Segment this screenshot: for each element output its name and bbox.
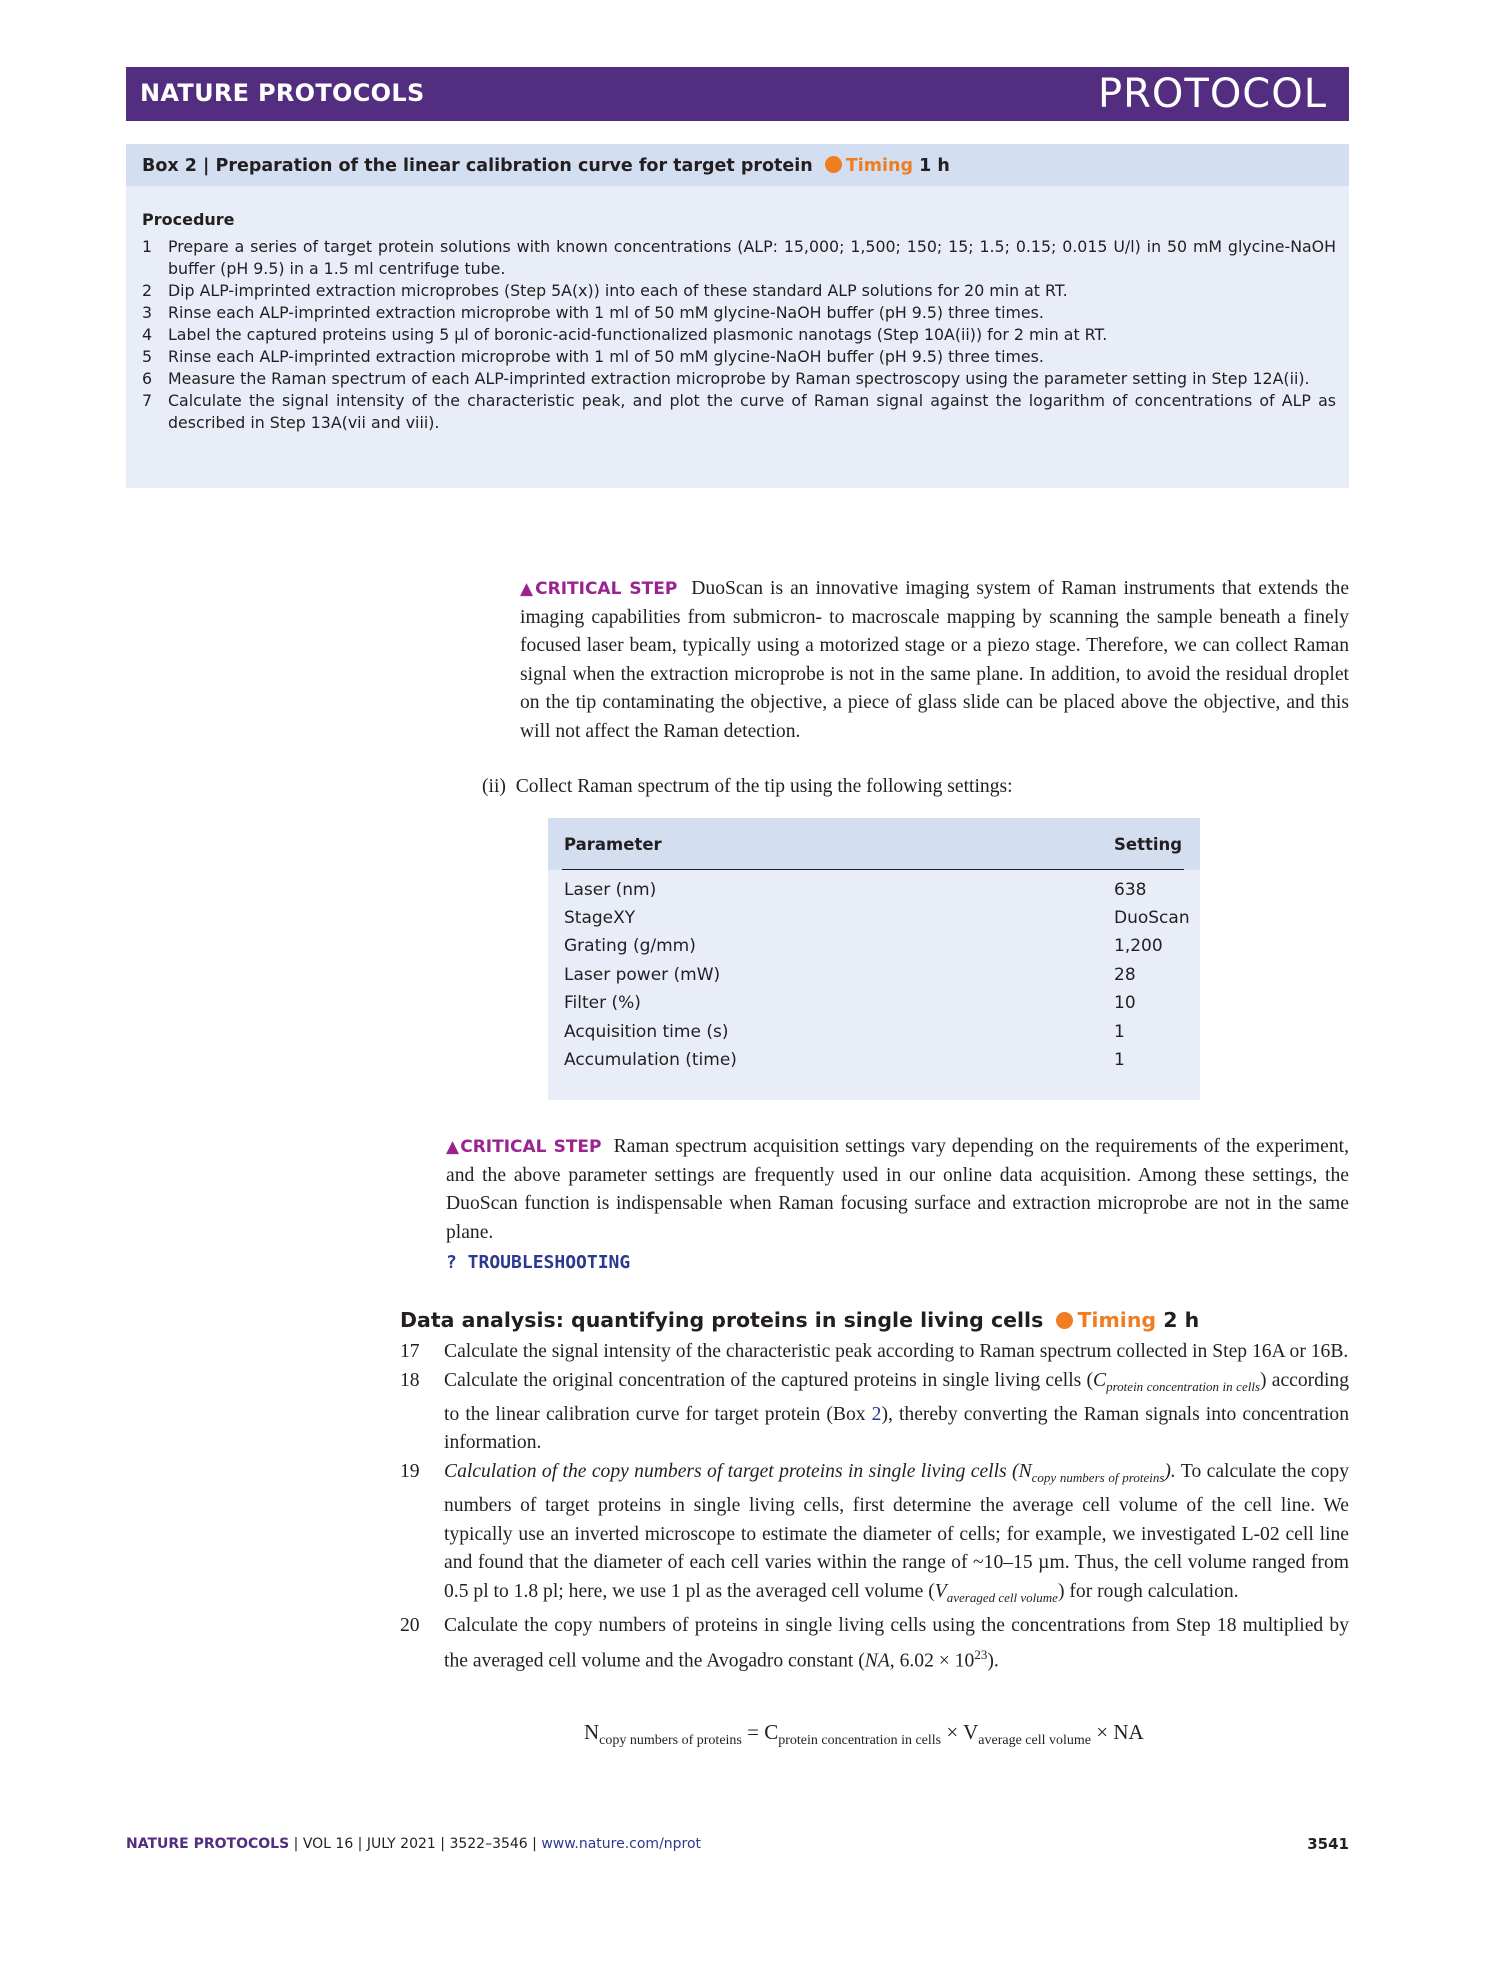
timing-dot-icon — [825, 156, 842, 173]
copy-number-equation: $N_{copy numbers of proteins} = C_{protein concentration in cells} \times V_{average cell volume}$ × NA — [584, 1720, 1144, 1749]
table-row: Laser (nm) 638 — [564, 880, 1147, 900]
warning-triangle-icon: ▲ — [520, 579, 536, 599]
box-2-calibration-curve — [126, 144, 1349, 488]
table-row: Acquisition time (s) 1 — [564, 1022, 1125, 1042]
article-type: PROTOCOL — [1097, 71, 1327, 117]
list-item: 5 Rinse each ALP-imprinted extraction microprobe with 1 ml of 50 mM glycine-NaOH buffer (pH 9.5) three times. — [142, 347, 1044, 366]
step-17: 17 Calculate the signal intensity of the characteristic peak according to Raman spectrum collected in Step 16A or 16B. — [400, 1341, 1349, 1362]
table-row: Accumulation (time) 1 — [564, 1050, 1125, 1070]
table-row: Filter (%) 10 — [564, 993, 1136, 1013]
box-title — [142, 156, 950, 176]
step-20: 20 Calculate the copy numbers of proteins in single living cells using the concentrations from Step 18 multiplied by the averaged cell volume and the Avogadro constant (NA, $6.02 \times 10^{23}$). — [400, 1615, 1349, 1672]
substep-number: (ii) — [482, 776, 506, 797]
section-timing-value: 2 h — [1163, 1308, 1200, 1332]
box-procedure-list — [142, 236, 1336, 434]
box-2-link[interactable]: 2 — [871, 1403, 882, 1425]
journal-header-bar — [126, 67, 1349, 121]
troubleshooting-link[interactable]: ? TROUBLESHOOTING — [446, 1252, 631, 1273]
critical-step-label: ▲CRITICAL STEP — [520, 579, 678, 599]
list-item: 6 Measure the Raman spectrum of each ALP-imprinted extraction microprobe by Raman spectroscopy using the parameter setting in Step 12A(ii). — [142, 369, 1310, 388]
data-analysis-steps — [400, 1338, 1349, 1676]
table-row: StageXY DuoScan — [564, 908, 1190, 928]
page-number: 3541 — [1307, 1835, 1349, 1853]
list-item: 7 Calculate the signal intensity of the characteristic peak, and plot the curve of Raman signal against the logarithm of concentrations of ALP as described in Step 13A(vii and viii). — [142, 391, 1336, 432]
section-title: Data analysis: quantifying proteins in single living cells — [400, 1308, 1044, 1332]
table-row: Grating (g/mm) 1,200 — [564, 936, 1163, 956]
step-19: 19 Calculation of the copy numbers of target proteins in single living cells $(N_{copy numbers of proteins})$. To calculate the copy numbers of target proteins in single living cells, first determine the average cell volume of the cell line. We typically use an inverted microscope to estimate the diameter of cells; for example, we investigated L-02 cell line and found that the diameter of each cell varies within the range of ~10–15 µm. Thus, the cell volume ranged from 0.5 pl to 1.8 pl; here, we use 1 pl as the averaged cell volume $(V_{averaged cell volume})$ for rough calculation. — [400, 1460, 1349, 1605]
column-header-setting: Setting — [1114, 835, 1183, 854]
table-header-rule — [562, 869, 1184, 870]
footer-date: JULY 2021 — [366, 1836, 436, 1852]
box-timing-value: 1 h — [919, 156, 950, 176]
section-heading — [400, 1308, 1199, 1332]
section-timing-label: Timing — [1077, 1308, 1157, 1332]
critical-step-text: DuoScan is an innovative imaging system of Raman instruments that extends the imaging capabilities from submicron- to macroscale mapping by scanning the sample beneath a finely focused laser beam, typically using a motorized stage or a piezo stage. Therefore, we can collect Raman signal when the extraction microprobe is not in the same plane. In addition, to avoid the residual droplet on the tip contaminating the objective, a piece of glass slide can be placed above the objective, and this will not affect the Raman detection. — [520, 578, 1350, 742]
footer-pages: 3522–3546 — [449, 1836, 528, 1852]
journal-name: NATURE PROTOCOLS — [140, 79, 425, 107]
critical-step-duoscan — [520, 575, 1349, 746]
procedure-label: Procedure — [142, 210, 235, 229]
column-header-parameter: Parameter — [564, 835, 662, 854]
box-title-bar — [126, 144, 1349, 186]
table-header — [548, 818, 1200, 870]
timing-dot-icon — [1056, 1312, 1073, 1329]
list-item: 3 Rinse each ALP-imprinted extraction microprobe with 1 ml of 50 mM glycine-NaOH buffer (pH 9.5) three times. — [142, 303, 1044, 322]
page-footer: NATURE PROTOCOLS | VOL 16 | JULY 2021 | 3522–3546 | www.nature.com/nprot — [126, 1836, 702, 1852]
list-item: 4 Label the captured proteins using 5 µl of boronic-acid-functionalized plasmonic nanotags (Step 10A(ii)) for 2 min at RT. — [142, 325, 1108, 344]
table-row: Laser power (mW) 28 — [564, 965, 1136, 985]
footer-volume: VOL 16 — [302, 1836, 354, 1852]
list-item: 1 Prepare a series of target protein solutions with known concentrations (ALP: 15,000; 1,500; 150; 15; 1.5; 0.15; 0.015 U/l) in 50 mM glycine-NaOH buffer (pH 9.5) in a 1.5 ml centrifuge tube. — [142, 237, 1336, 278]
substep-ii — [482, 776, 1013, 798]
critical-step-label: ▲CRITICAL STEP — [446, 1137, 602, 1157]
step-18: 18 Calculate the original concentration of the captured proteins in single living cells $(C_{protein concentration in cells})$ according to the linear calibration curve for target protein (Box 2), thereby converting the Raman signals into concentration information. — [400, 1369, 1349, 1454]
warning-triangle-icon: ▲ — [446, 1137, 461, 1157]
critical-step-settings — [446, 1133, 1349, 1247]
footer-url-link[interactable]: www.nature.com/nprot — [541, 1836, 702, 1852]
footer-journal: NATURE PROTOCOLS — [126, 1836, 290, 1852]
list-item: 2 Dip ALP-imprinted extraction microprobes (Step 5A(x)) into each of these standard ALP solutions for 20 min at RT. — [142, 281, 1068, 300]
box-timing-label: Timing — [845, 156, 913, 176]
substep-text: Collect Raman spectrum of the tip using the following settings: — [515, 776, 1013, 797]
raman-settings-table — [548, 818, 1200, 1100]
critical-step-text: Raman spectrum acquisition settings vary depending on the requirements of the experiment, and the above parameter settings are frequently used in our online data acquisition. Among these settings, the DuoScan function is indispensable when Raman focusing surface and extraction microprobe are not in the same plane. — [446, 1136, 1350, 1243]
box-title-text: Box 2 | Preparation of the linear calibration curve for target protein — [142, 156, 813, 176]
